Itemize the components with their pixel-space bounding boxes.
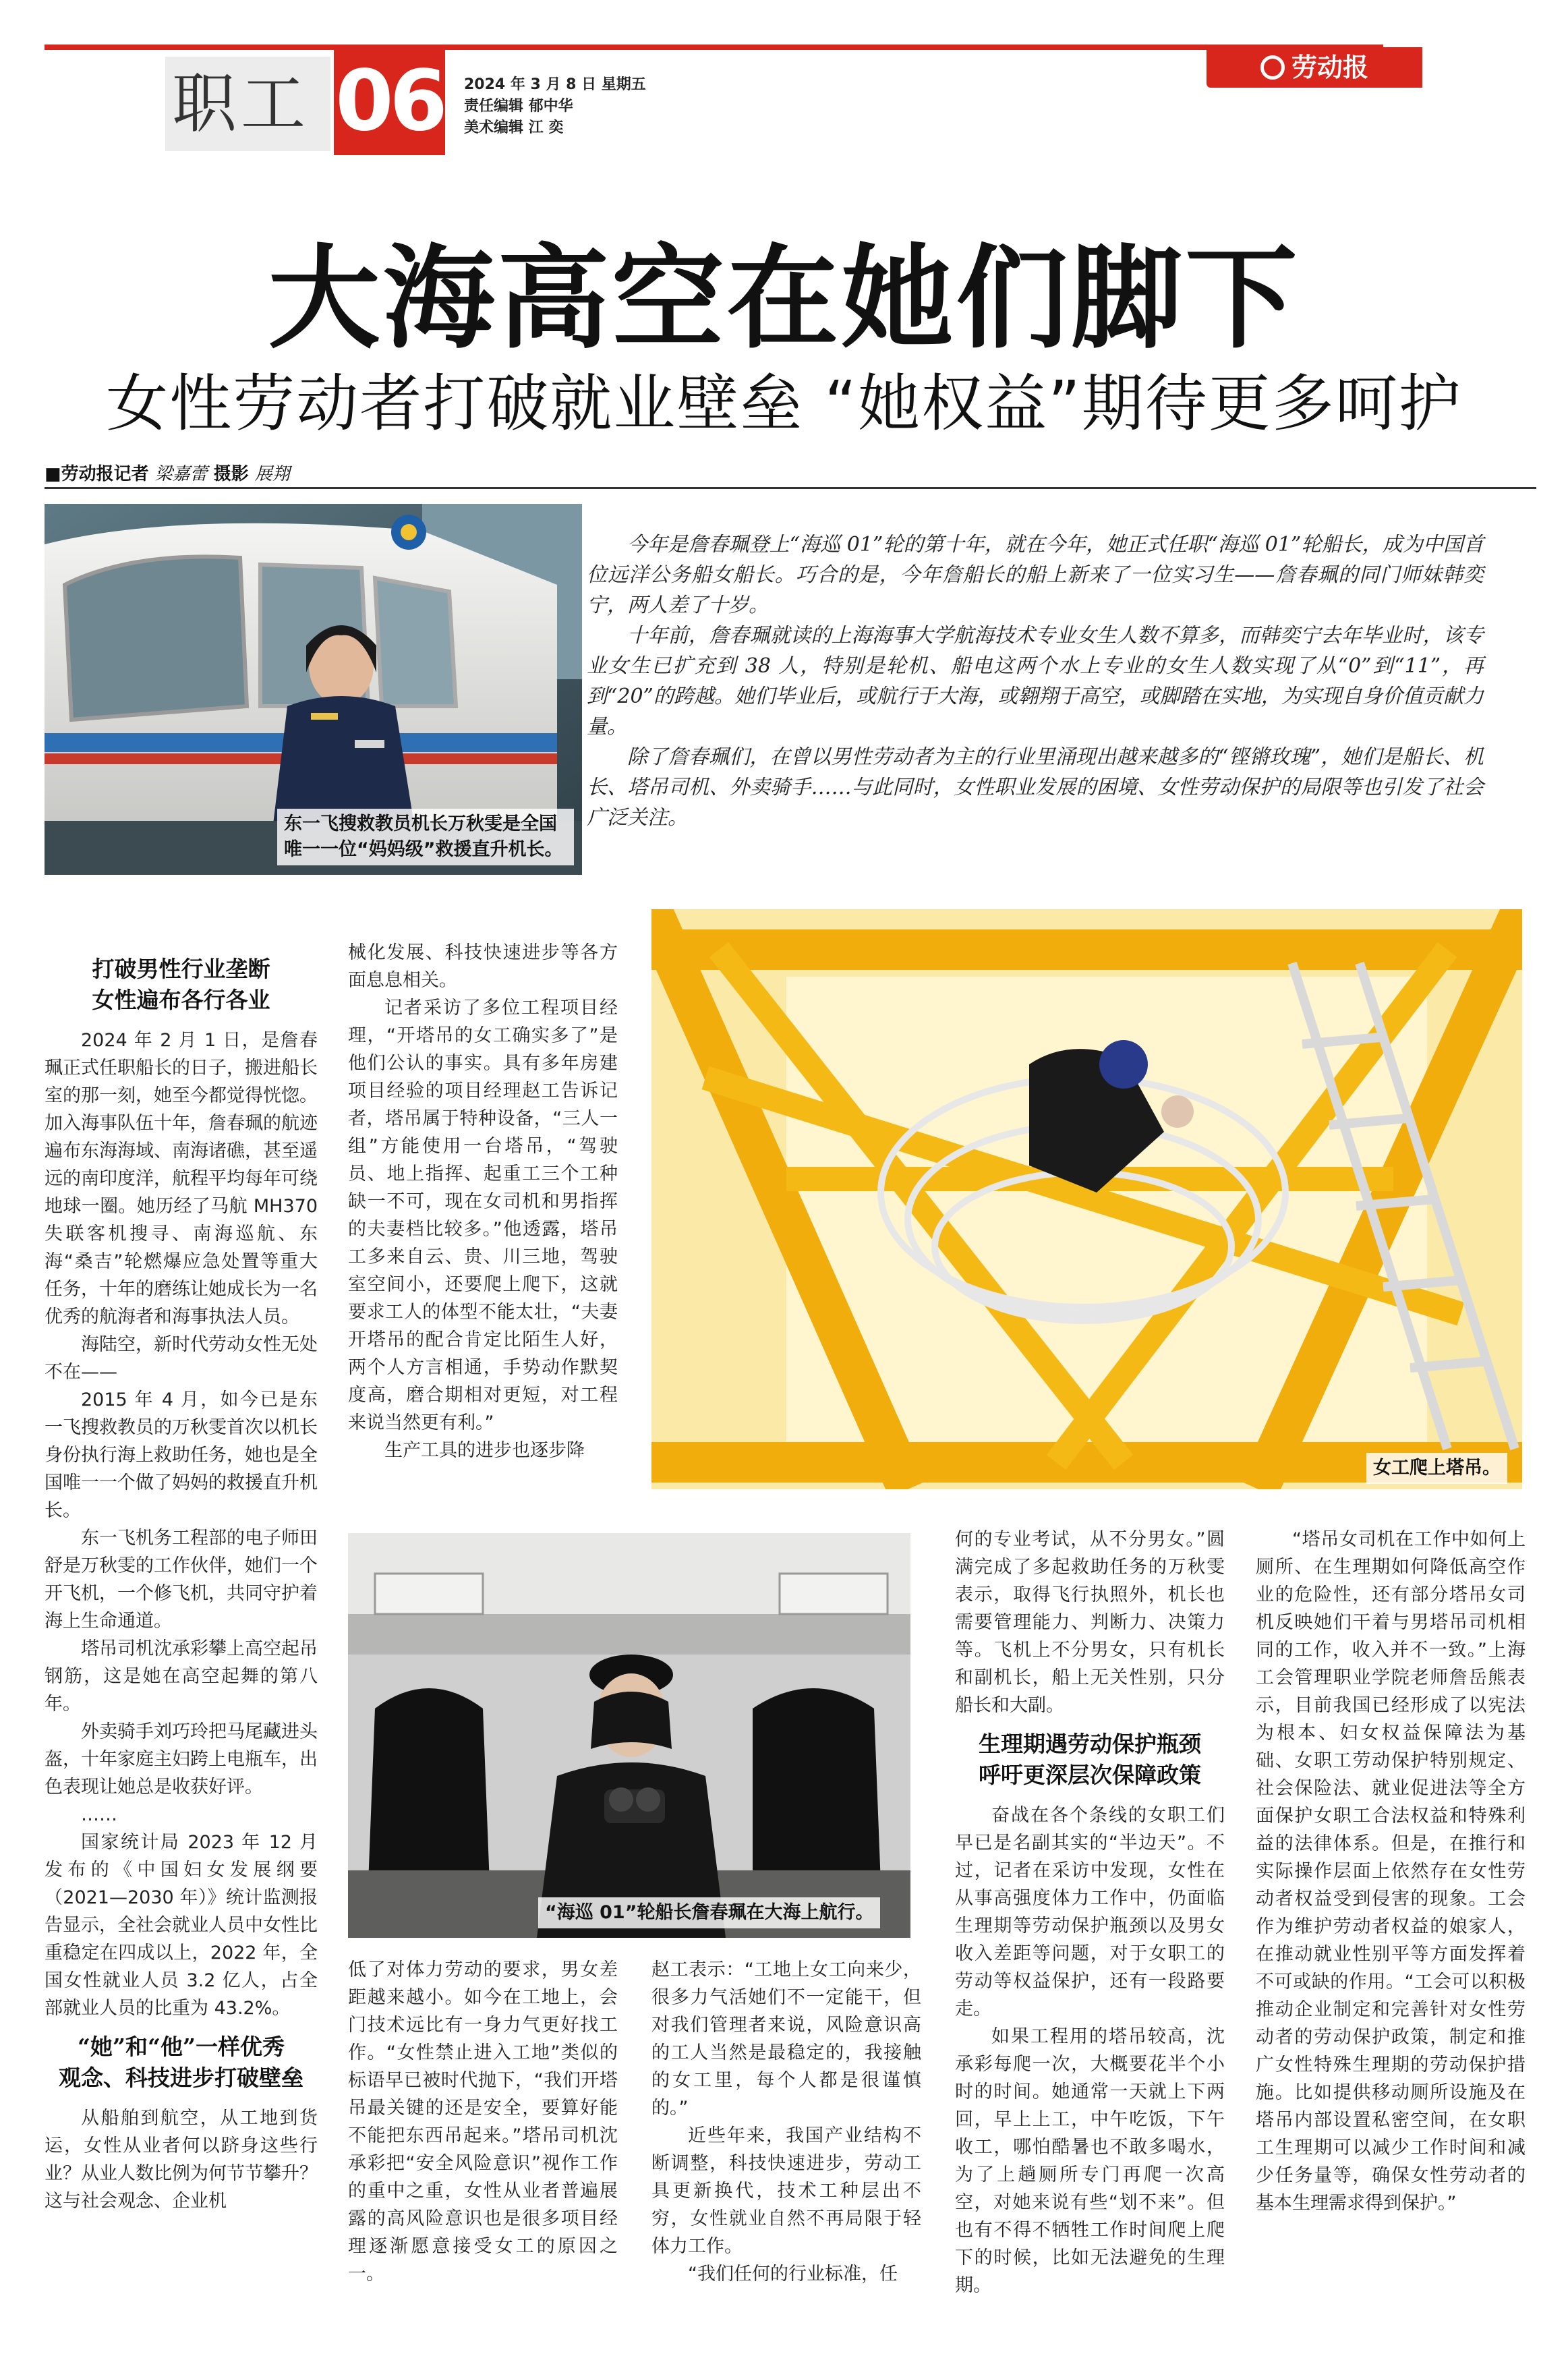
- byline-photographer: 展翔: [254, 464, 290, 484]
- header-divider: [45, 487, 1536, 489]
- lede-block: [587, 529, 1484, 833]
- crane-photo-image: [651, 909, 1522, 1489]
- body-paragraph: 赵工表示：“工地上女工向来少，很多力气活她们不一定能干，但对我们管理者来说，风险意识高的工人当然是最稳定的，我接触的女工里，每个人都是很谨慎的。”: [651, 1959, 921, 2119]
- body-paragraph: 近些年来，我国产业结构不断调整，科技快速进步，劳动工具更新换代，技术工种层出不穷，女性就业自然不再局限于轻体力工作。: [651, 2125, 921, 2257]
- subheadline: 女性劳动者打破就业壁垒 “她权益”期待更多呵护: [106, 368, 1462, 440]
- section-name: 职工: [172, 66, 310, 142]
- column-2-top: [348, 939, 618, 1464]
- crane-caption: 女工爬上塔吊。: [1366, 1453, 1507, 1484]
- body-paragraph: 海陆空，新时代劳动女性无处不在——: [45, 1334, 318, 1383]
- ship-photo: [348, 1533, 910, 1938]
- body-paragraph: 奋战在各个条线的女职工们早已是名副其实的“半边天”。不过，记者在采访中发现，女性在从事高强度体力工作中，仍面临生理期等劳动保护瓶颈以及男女收入差距等问题，对于女职工的劳动等权益保护，还有一段路要走。: [955, 1805, 1225, 2019]
- lede-paragraph: 除了詹春珮们，在曾以男性劳动者为主的行业里涌现出越来越多的“铿锵玫瑰”，她们是船长、机长、塔吊司机、外卖骑手……与此同时，女性职业发展的困境、女性劳动保护的局限等也引发了社会广泛关注。: [587, 745, 1484, 830]
- responsible-editor: 责任编辑 郁中华: [464, 98, 573, 115]
- lede-paragraph: 十年前，詹春珮就读的上海海事大学航海技术专业女生人数不算多，而韩奕宁去年毕业时，该专业女生已扩充到 38 人，特别是轮机、船电这两个水上专业的女生人数实现了从“0”到“11”，再到“20”的跨越。她们毕业后，或航行于大海，或翱翔于高空，或脚踏在实地，为实现自身价值贡献力量。: [587, 624, 1484, 739]
- byline-reporter: 梁嘉蕾: [154, 464, 208, 484]
- byline: [45, 460, 290, 485]
- body-paragraph: 从船舶到航空，从工地到货运，女性从业者何以跻身这些行业？从业人数比例为何节节攀升？这与社会观念、企业机: [45, 2108, 318, 2212]
- column-3-bottom: [651, 1956, 921, 2288]
- lede-paragraph: 今年是詹春珮登上“海巡 01”轮的第十年，就在今年，她正式任职“海巡 01”轮船长，成为中国首位远洋公务船女船长。巧合的是，今年詹船长的船上新来了一位实习生——詹春珮的同门师妹韩奕宁，两人差了十岁。: [587, 533, 1484, 617]
- body-paragraph: 低了对体力劳动的要求，男女差距越来越小。如今在工地上，会门技术远比有一身力气更好找工作。“女性禁止进入工地”类似的标语早已被时代抛下，“我们开塔吊最关键的还是安全，要算好能不能把东西吊起来。”塔吊司机沈承彩把“安全风险意识”视作工作的重中之重，女性从业者普遍展露的高风险意识也是很多项目经理逐渐愿意接受女工的原因之一。: [348, 1959, 618, 2285]
- art-editor: 美术编辑 江 奕: [464, 119, 564, 136]
- body-paragraph: 国家统计局 2023 年 12 月发布的《中国妇女发展纲要（2021—2030 年）》统计监测报告显示，全社会就业人员中女性比重稳定在四成以上，2022 年，全国女性就业人员 3.2 亿人，占全部就业人员的比重为 43.2%。: [45, 1832, 318, 2019]
- crane-photo: [651, 909, 1522, 1489]
- body-paragraph: 东一飞机务工程部的电子师田舒是万秋雯的工作伙伴，她们一个开飞机，一个修飞机，共同守护着海上生命通道。: [45, 1528, 318, 1632]
- body-paragraph: 塔吊司机沈承彩攀上高空起吊钢筋，这是她在高空起舞的第八年。: [45, 1638, 318, 1715]
- issue-date: 2024 年 3 月 8 日 星期五: [464, 76, 646, 93]
- column-2-bottom: [348, 1956, 618, 2288]
- section-heading-3: 生理期遇劳动保护瓶颈 呼吁更深层次保障政策: [979, 1731, 1201, 1788]
- body-paragraph: 何的专业考试，从不分男女。”圆满完成了多起救助任务的万秋雯表示，取得飞行执照外，机长也需要管理能力、判断力、决策力等。飞机上不分男女，只有机长和副机长，船上无关性别，只分船长和大副。: [955, 1529, 1225, 1716]
- ship-photo-image: [348, 1533, 910, 1938]
- logo-mark-icon: [1260, 55, 1285, 80]
- issue-meta: [464, 74, 646, 139]
- byline-prefix: ■劳动报记者: [45, 464, 149, 484]
- body-paragraph: 械化发展、科技快速进步等各方面息息相关。: [348, 942, 618, 991]
- section-heading-2: “她”和“他”一样优秀 观念、科技进步打破壁垒: [59, 2034, 303, 2091]
- headline: 大海高空在她们脚下: [268, 233, 1300, 364]
- column-3: [955, 1526, 1225, 2299]
- helicopter-caption: 东一飞搜救教员机长万秋雯是全国唯一一位“妈妈级”救援直升机长。: [277, 809, 574, 865]
- body-paragraph: 如果工程用的塔吊较高，沈承彩每爬一次，大概要花半个小时的时间。她通常一天就上下两回，早上上工，中午吃饭，下午收工，哪怕酷暑也不敢多喝水，为了上趟厕所专门再爬一次高空，对她来说有些“划不来”。但也有不得不牺牲工作时间爬上爬下的时候，比如无法避免的生理期。: [955, 2026, 1225, 2296]
- section-heading-1: 打破男性行业垄断 女性遍布各行各业: [92, 956, 270, 1013]
- body-paragraph: “塔吊女司机在工作中如何上厕所、在生理期如何降低高空作业的危险性，还有部分塔吊女司机反映她们干着与男塔吊司机相同的工作，收入并不一致。”上海工会管理职业学院老师詹岳熊表示，目前我国已经形成了以宪法为根本、妇女权益保障法为基础、女职工劳动保护特别规定、社会保险法、就业促进法等全方面保护女职工合法权益和特殊利益的法律体系。但是，在推行和实际操作层面上依然存在女性劳动者权益受到侵害的现象。工会作为维护劳动者权益的娘家人，在推动就业性别平等方面发挥着不可或缺的作用。“工会可以积极推动企业制定和完善针对女性劳动者的劳动保护政策，制定和推广女性特殊生理期的劳动保护措施。比如提供移动厕所设施及在塔吊内部设置私密空间，在女职工生理期可以减少工作时间和减少任务量等，确保女性劳动者的基本生理需求得到保护。”: [1256, 1529, 1526, 2214]
- body-paragraph: 2015 年 4 月，如今已是东一飞搜救教员的万秋雯首次以机长身份执行海上救助任务，她也是全国唯一一个做了妈妈的救援直升机长。: [45, 1389, 318, 1521]
- body-paragraph: 记者采访了多位工程项目经理，“开塔吊的女工确实多了”是他们公认的事实。具有多年房建项目经验的项目经理赵工告诉记者，塔吊属于特种设备，“三人一组”方能使用一台塔吊，“驾驶员、地上指挥、起重工三个工种缺一不可，现在女司机和男指挥的夫妻档比较多。”他透露，塔吊工多来自云、贵、川三地，驾驶室空间小，还要爬上爬下，这就要求工人的体型不能太壮，“夫妻开塔吊的配合肯定比陌生人好，两个人方言相通，手势动作默契度高，磨合期相对更短，对工程来说当然更有利。”: [348, 998, 618, 1433]
- body-paragraph: ……: [81, 1804, 117, 1825]
- logo-text: 劳动报: [1291, 53, 1368, 82]
- helicopter-photo: [45, 504, 582, 875]
- column-1: [45, 944, 318, 2215]
- body-paragraph: 生产工具的进步也逐步降: [384, 1440, 585, 1461]
- top-rule: [45, 45, 1383, 50]
- page-number: 06: [334, 47, 445, 155]
- body-paragraph: 2024 年 2 月 1 日，是詹春珮正式任职船长的日子，搬进船长室的那一刻，她至今都觉得恍惚。加入海事队伍十年，詹春珮的航迹遍布东海海域、南海诸礁，甚至遥远的南印度洋，航程平均每年可绕地球一圈。她历经了马航 MH370 失联客机搜寻、南海巡航、东海“桑吉”轮燃爆应急处置等重大任务，十年的磨练让她成长为一名优秀的航海者和海事执法人员。: [45, 1030, 318, 1327]
- body-paragraph: “我们任何的行业标准，任: [688, 2264, 898, 2285]
- body-paragraph: 外卖骑手刘巧玲把马尾藏进头盔，十年家庭主妇跨上电瓶车，出色表现让她总是收获好评。: [45, 1721, 318, 1798]
- byline-photo-label: 摄影: [213, 464, 249, 484]
- column-4: [1256, 1526, 1526, 2217]
- newspaper-logo: [1207, 47, 1422, 88]
- ship-caption: “海巡 01”轮船长詹春珮在大海上航行。: [538, 1897, 880, 1928]
